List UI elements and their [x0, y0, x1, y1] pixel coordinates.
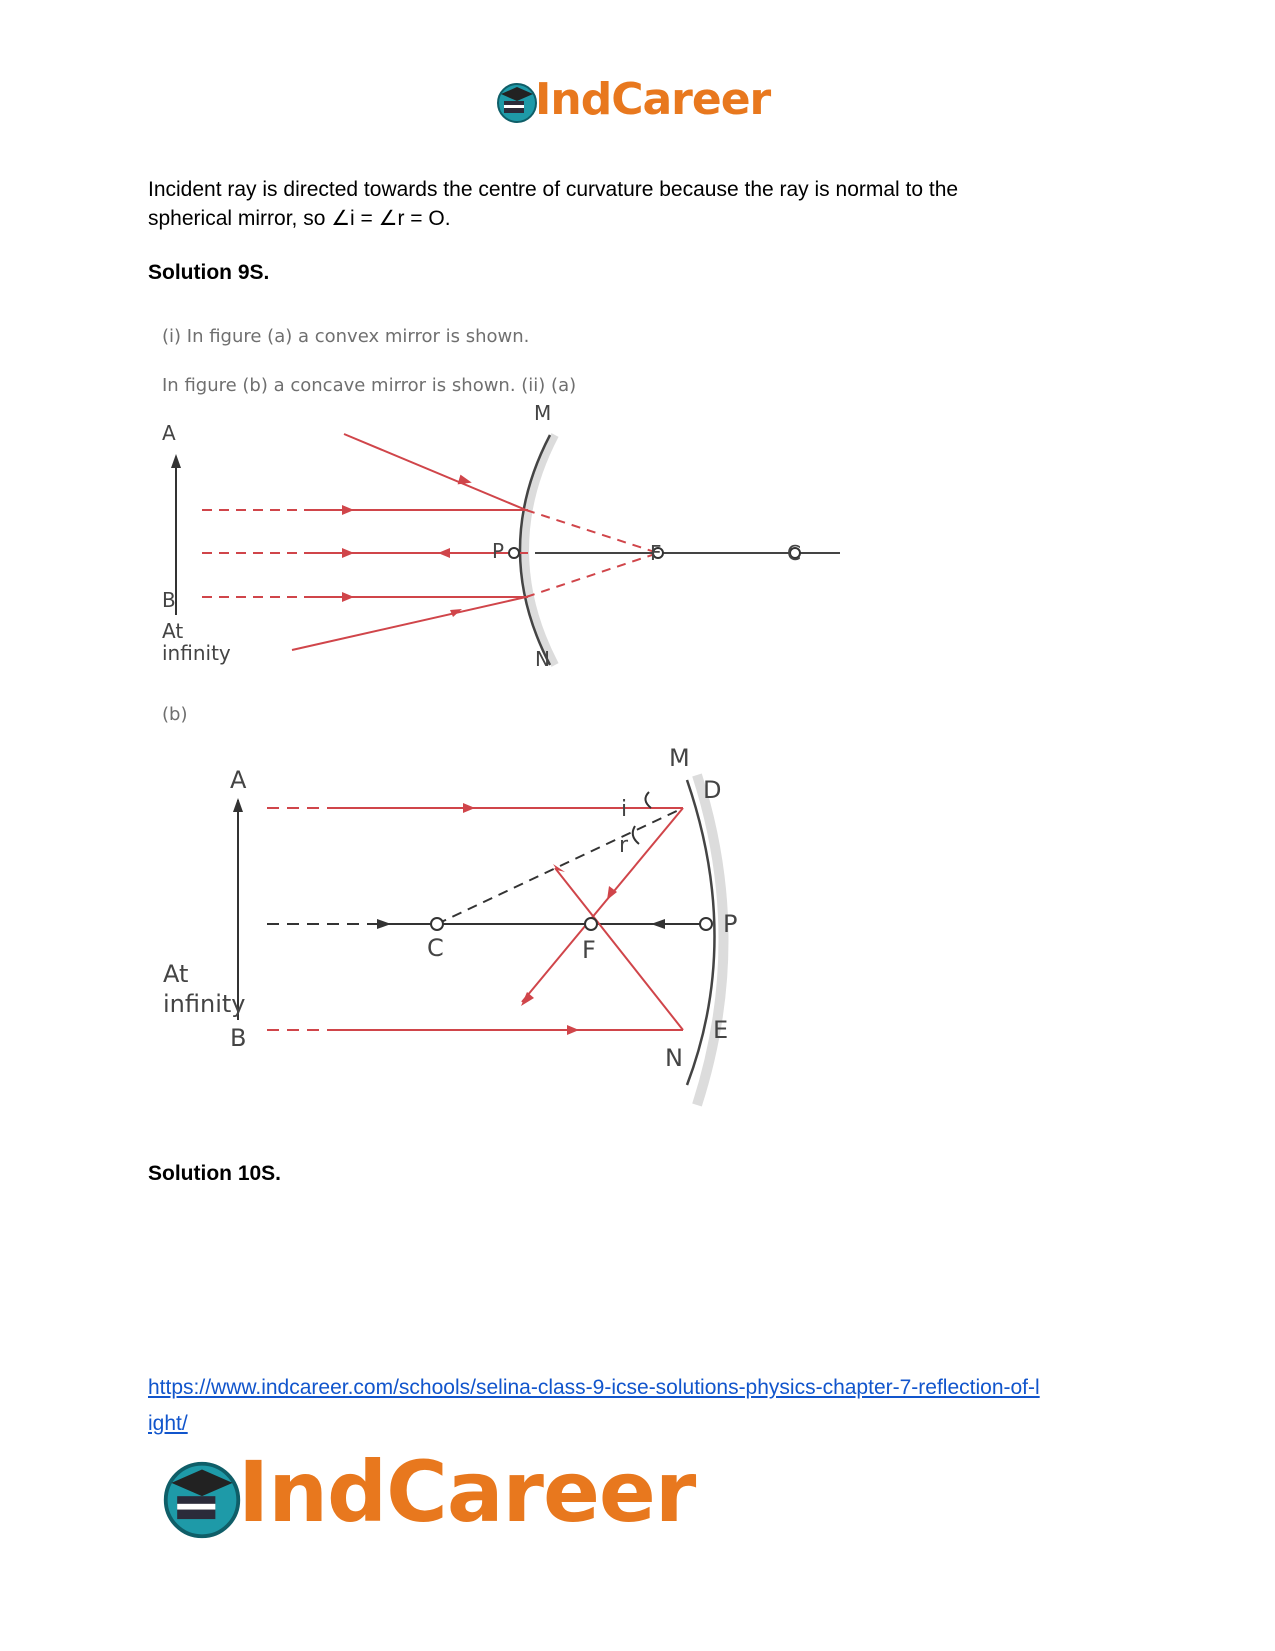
- label-b-n: N: [665, 1044, 683, 1072]
- label-at: At: [162, 619, 184, 643]
- intro-line-2: spherical mirror, so ∠i = ∠r = O.: [148, 207, 451, 230]
- label-b-b: B: [230, 1024, 247, 1052]
- caption-figure-b: (b): [162, 704, 188, 725]
- label-b-d: D: [703, 776, 722, 804]
- label-b: B: [162, 588, 176, 612]
- caption-figure-a-convex: (i) In figure (a) a convex mirror is shown.: [162, 326, 530, 347]
- source-link-line-2[interactable]: ight/: [148, 1412, 188, 1435]
- label-m: M: [534, 401, 552, 425]
- label-b-c: C: [427, 934, 444, 962]
- label-c: C: [787, 541, 801, 565]
- label-b-m: M: [669, 744, 690, 772]
- figure-b-concave-mirror: [155, 744, 795, 1100]
- label-infinity: infinity: [162, 641, 231, 665]
- label-b-infinity: infinity: [163, 990, 246, 1018]
- intro-line-1: Incident ray is directed towards the centre of curvature because the ray is normal to the: [148, 178, 959, 201]
- solution-10-heading: Solution 10S.: [148, 1162, 282, 1185]
- label-b-i: i: [621, 797, 628, 822]
- footer-logo: [160, 1443, 720, 1545]
- logo-globe-icon: [495, 81, 539, 125]
- label-a: A: [162, 421, 176, 445]
- label-b-r: r: [619, 833, 629, 858]
- caption-figure-b-concave: In figure (b) a concave mirror is shown. (ii) (a): [162, 375, 577, 396]
- label-p: P: [492, 539, 505, 563]
- header-logo: [495, 74, 775, 128]
- figure-a-convex-mirror: [150, 401, 850, 700]
- label-n: N: [535, 647, 550, 671]
- label-b-f: F: [582, 936, 596, 964]
- label-b-at: At: [163, 960, 189, 988]
- header-brand: IndCareer: [535, 74, 771, 125]
- solution-9-heading: Solution 9S.: [148, 261, 270, 284]
- label-b-e: E: [713, 1016, 729, 1044]
- source-link-line-1[interactable]: https://www.indcareer.com/schools/selina-class-9-icse-solutions-physics-chapter-7-reflection-of-l: [148, 1376, 1040, 1399]
- label-b-a: A: [230, 766, 247, 794]
- label-b-p: P: [723, 910, 738, 938]
- footer-brand: IndCareer: [238, 1443, 696, 1541]
- label-f: F: [650, 541, 662, 565]
- footer-logo-globe-icon: [160, 1458, 244, 1542]
